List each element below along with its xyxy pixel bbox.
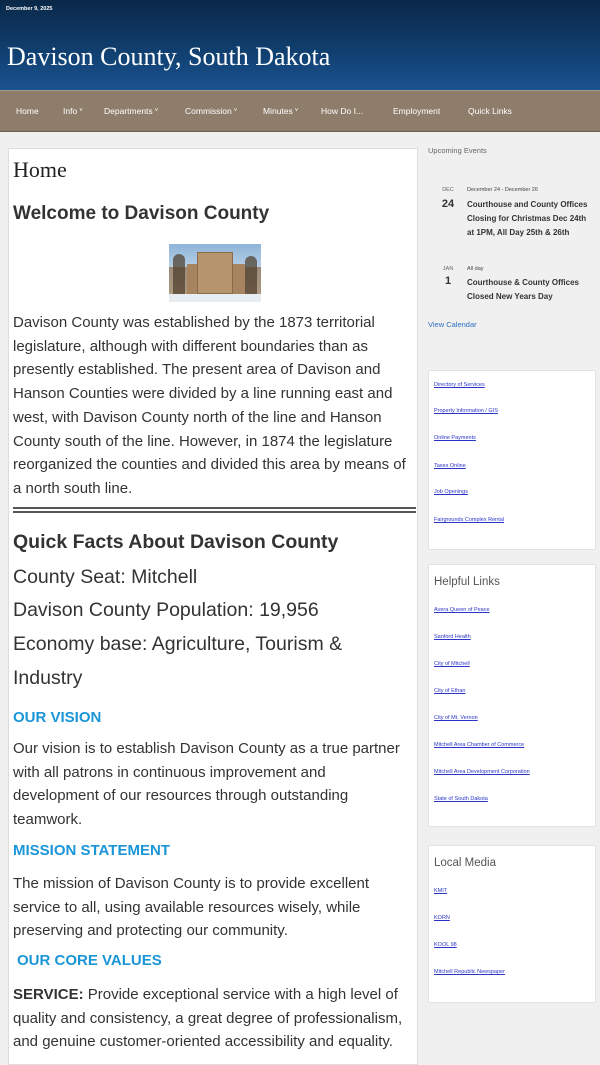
event-date-range: All day <box>467 266 484 272</box>
event-date-range: December 24 - December 26 <box>467 187 538 193</box>
fact-population: Davison County Population: 19,956 <box>13 599 319 621</box>
link-chamber-of-commerce[interactable]: Mitchell Area Chamber of Commerce <box>434 742 525 748</box>
nav-how-do-i[interactable]: How Do I... <box>321 106 364 116</box>
site-header <box>0 0 600 90</box>
link-city-of-ethan[interactable]: City of Ethan <box>434 688 466 694</box>
fact-county-seat: County Seat: Mitchell <box>13 566 198 588</box>
view-calendar-link[interactable]: View Calendar <box>428 320 477 329</box>
link-korn[interactable]: KORN <box>434 915 450 921</box>
link-property-information[interactable]: Property Information / GIS <box>434 408 498 414</box>
core-values-heading: OUR CORE VALUES <box>17 952 162 969</box>
link-kool-98[interactable]: KOOL 98 <box>434 942 457 948</box>
vision-text: Our vision is to establish Davison County as a true partner with all patrons in continuous improvement and development of our resources through outstanding teamwork. <box>13 740 400 828</box>
event-title[interactable]: Courthouse & County Offices Closed New Years Day <box>467 278 580 301</box>
helpful-links-heading: Helpful Links <box>434 576 500 588</box>
local-media-heading: Local Media <box>434 857 497 869</box>
link-kmit[interactable]: KMIT <box>434 888 448 894</box>
nav-departments[interactable]: Departments ˅ <box>104 106 159 116</box>
service-value <box>13 983 415 1054</box>
link-directory-of-services[interactable]: Directory of Services <box>434 382 485 388</box>
event-title[interactable]: Courthouse and County Offices Closing for Christmas Dec 24th at 1PM, All Day 25th & 26th <box>467 200 588 237</box>
event-month: JAN <box>442 266 454 272</box>
welcome-heading: Welcome to Davison County <box>13 203 270 224</box>
courthouse-photo <box>169 244 261 302</box>
link-avera[interactable]: Avera Queen of Peace <box>434 607 490 613</box>
dropdown-caret-icon: ˅ <box>233 108 238 114</box>
sidebar <box>424 140 600 1065</box>
helpful-links-box <box>428 564 596 827</box>
event-day: 1 <box>444 275 452 287</box>
link-sanford[interactable]: Sanford Health <box>434 634 471 640</box>
link-city-of-mitchell[interactable]: City of Mitchell <box>434 661 470 667</box>
link-city-of-mt-vernon[interactable]: City of Mt. Vernon <box>434 715 478 721</box>
service-label: SERVICE: <box>13 986 84 1003</box>
dropdown-caret-icon: ˅ <box>79 108 83 114</box>
quick-facts-heading: Quick Facts About Davison County <box>13 531 339 553</box>
nav-employment[interactable]: Employment <box>393 106 441 116</box>
local-media-box <box>428 845 596 1003</box>
link-mitchell-republic[interactable]: Mitchell Republic Newspaper <box>434 969 505 975</box>
main-content <box>8 148 418 1065</box>
link-state-of-south-dakota[interactable]: State of South Dakota <box>434 796 488 802</box>
page-title: Home <box>13 157 67 182</box>
mission-heading: MISSION STATEMENT <box>13 842 170 859</box>
link-job-openings[interactable]: Job Openings <box>434 489 468 495</box>
dropdown-caret-icon: ˅ <box>294 108 299 114</box>
nav-home[interactable]: Home <box>16 106 39 116</box>
link-taxes-online[interactable]: Taxes Online <box>434 463 466 469</box>
link-development-corporation[interactable]: Mitchell Area Development Corporation <box>434 769 530 775</box>
vision-heading: OUR VISION <box>13 709 102 726</box>
intro-paragraph: Davison County was established by the 1873 territorial legislature, although with different boundaries than as presently established. The present area of Davison and Hanson Counties were divided by a line running east and west, with Davison County north of the line and Hanson County south of the line. However, in 1874 the legislature reorganized the counties and divided this area by means of a north south line. <box>13 314 406 497</box>
link-fairgrounds-rental[interactable]: Fairgrounds Complex Rental <box>434 517 505 523</box>
dropdown-caret-icon: ˅ <box>154 108 159 114</box>
event-month: DEC <box>442 187 454 193</box>
nav-quick-links[interactable]: Quick Links <box>468 106 512 116</box>
fact-economy: Economy base: Agriculture, Tourism & Industry <box>13 633 343 689</box>
mission-text: The mission of Davison County is to provide excellent service to all, using available resources wisely, while preserving and protecting our community. <box>13 875 370 939</box>
nav-commission[interactable]: Commission ˅ <box>185 106 238 116</box>
site-title[interactable]: Davison County, South Dakota <box>7 42 331 71</box>
service-text: Provide exceptional service with a high level of quality and consistency, a great degree of professionalism, and genuine customer-oriented accessibility and equality. <box>13 986 403 1050</box>
event-day: 24 <box>441 198 455 210</box>
services-links-box <box>428 370 596 550</box>
link-online-payments[interactable]: Online Payments <box>434 435 476 441</box>
nav-minutes[interactable]: Minutes ˅ <box>263 106 299 116</box>
current-date: December 9, 2025 <box>6 6 53 12</box>
nav-info[interactable]: Info ˅ <box>63 106 83 116</box>
upcoming-events-heading: Upcoming Events <box>428 146 487 155</box>
section-divider <box>13 507 416 513</box>
main-nav <box>0 90 600 132</box>
